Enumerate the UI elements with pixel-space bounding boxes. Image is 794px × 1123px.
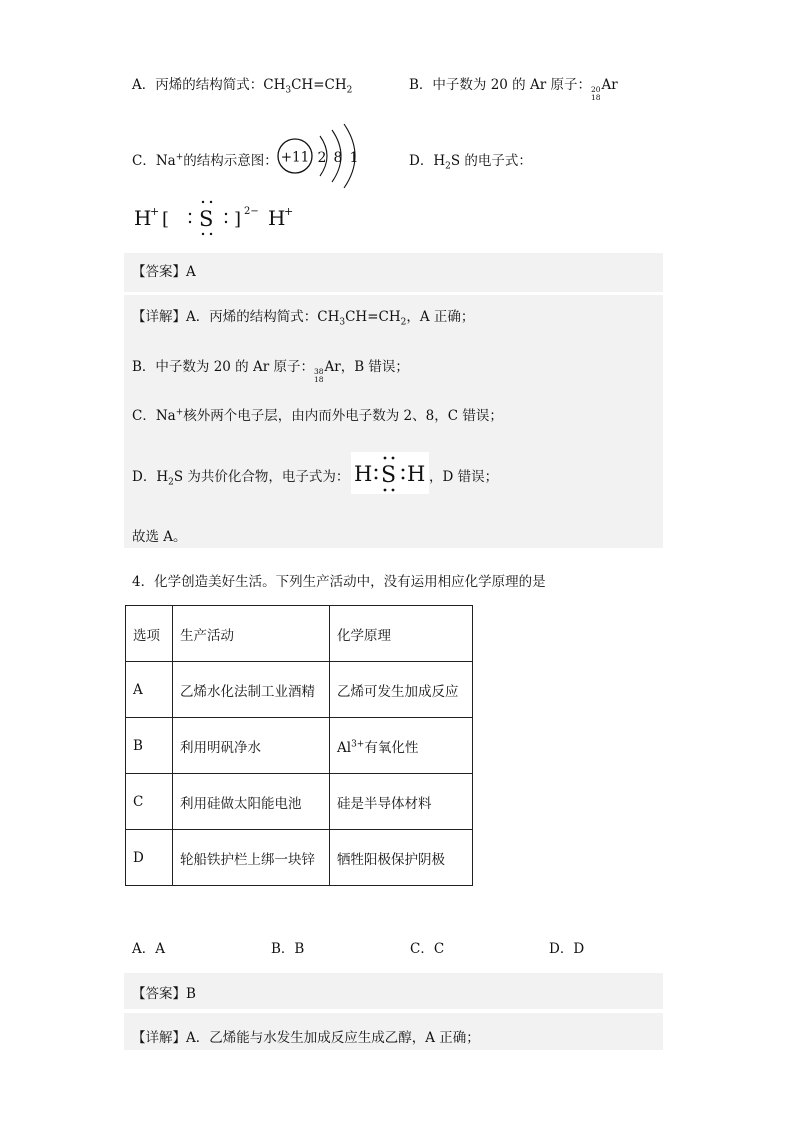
header-principle: 化学原理	[330, 606, 473, 662]
choice-b: B．B	[271, 941, 305, 957]
nucleus-charge: +11	[280, 149, 310, 166]
question-4-stem: 4．化学创造美好生活。下列生产活动中，没有运用相应化学原理的是	[132, 574, 546, 590]
choice-a: A．A	[132, 941, 165, 957]
question-4-table	[125, 605, 473, 886]
choice-c: C．C	[410, 941, 445, 957]
svg-text:H: H	[268, 206, 286, 230]
cell-activity: 利用硅做太阳能电池	[173, 774, 330, 830]
shell-count-2: 8	[333, 150, 343, 166]
shell-count-3: 1	[349, 150, 359, 166]
choice-d: D．D	[549, 941, 585, 957]
svg-text:S: S	[381, 463, 397, 488]
isotope-notation: 38 18	[313, 367, 324, 384]
cell-activity: 轮船铁护栏上绑一块锌	[173, 830, 330, 886]
table-row	[126, 830, 473, 886]
h2s-ionic-formula	[130, 195, 310, 240]
svg-text:2−: 2−	[244, 206, 259, 217]
cell-option: A	[126, 662, 173, 718]
option-d-h2s: D．$H_2S$ 的电子式：	[409, 153, 532, 172]
detail-conclusion: 故选 A。	[132, 529, 187, 545]
svg-text:+: +	[284, 205, 294, 218]
cell-option: C	[126, 774, 173, 830]
svg-text:[: [	[162, 209, 170, 230]
shell-count-1: 2	[317, 150, 327, 166]
option-b-argon: B．中子数为 20 的 Ar 原子： 20 18 Ar	[409, 77, 618, 102]
h2s-lewis-structure	[351, 452, 429, 494]
header-activity: 生产活动	[173, 606, 330, 662]
answer-q3: 【答案】A	[132, 264, 196, 280]
svg-text:S: S	[199, 207, 214, 231]
cell-principle: 乙烯可发生加成反应	[330, 662, 473, 718]
table-row	[126, 718, 473, 774]
answer-block-q4	[124, 973, 663, 1009]
isotope-notation: 20 18	[590, 85, 601, 102]
header-option: 选项	[126, 606, 173, 662]
table-row	[126, 774, 473, 830]
detail-q4: 【详解】A．乙烯能与水发生加成反应生成乙醇，A 正确；	[132, 1030, 480, 1046]
svg-text:H: H	[407, 462, 426, 486]
answer-q4: 【答案】B	[132, 986, 196, 1002]
cell-activity: 利用明矾净水	[173, 718, 330, 774]
cell-principle: 牺牲阳极保护阴极	[330, 830, 473, 886]
svg-text:H: H	[134, 206, 152, 230]
cell-option: B	[126, 718, 173, 774]
cell-option: D	[126, 830, 173, 886]
table-header-row	[126, 606, 473, 662]
option-a-propene: A．丙烯的结构简式：$CH_3CH=CH_2$	[132, 77, 353, 96]
detail-line-b: B．中子数为 20 的 Ar 原子： 38 18 Ar，B 错误；	[132, 359, 409, 384]
answer-block-q3	[124, 253, 663, 292]
cell-activity: 乙烯水化法制工业酒精	[173, 662, 330, 718]
option-c-sodium: C．Na+的结构示意图：	[132, 152, 278, 169]
svg-text:H: H	[354, 462, 373, 486]
atomic-structure-diagram	[272, 122, 362, 192]
detail-line-d: D．$H_2S$ 为共价化合物，电子式为：	[132, 469, 350, 488]
svg-text:+: +	[150, 205, 160, 218]
cell-principle: $Al^{3+}$有氧化性	[330, 718, 473, 774]
table-row	[126, 662, 473, 718]
cell-principle: 硅是半导体材料	[330, 774, 473, 830]
detail-line-c: C．Na+核外两个电子层，由内而外电子数为 2、8，C 错误；	[132, 407, 503, 424]
svg-text:]: ]	[234, 209, 242, 230]
detail-line-d-end: ，D 错误；	[429, 469, 499, 485]
detail-line-a: 【详解】A．丙烯的结构简式：$CH_3CH=CH_2$，A 正确；	[132, 309, 475, 328]
